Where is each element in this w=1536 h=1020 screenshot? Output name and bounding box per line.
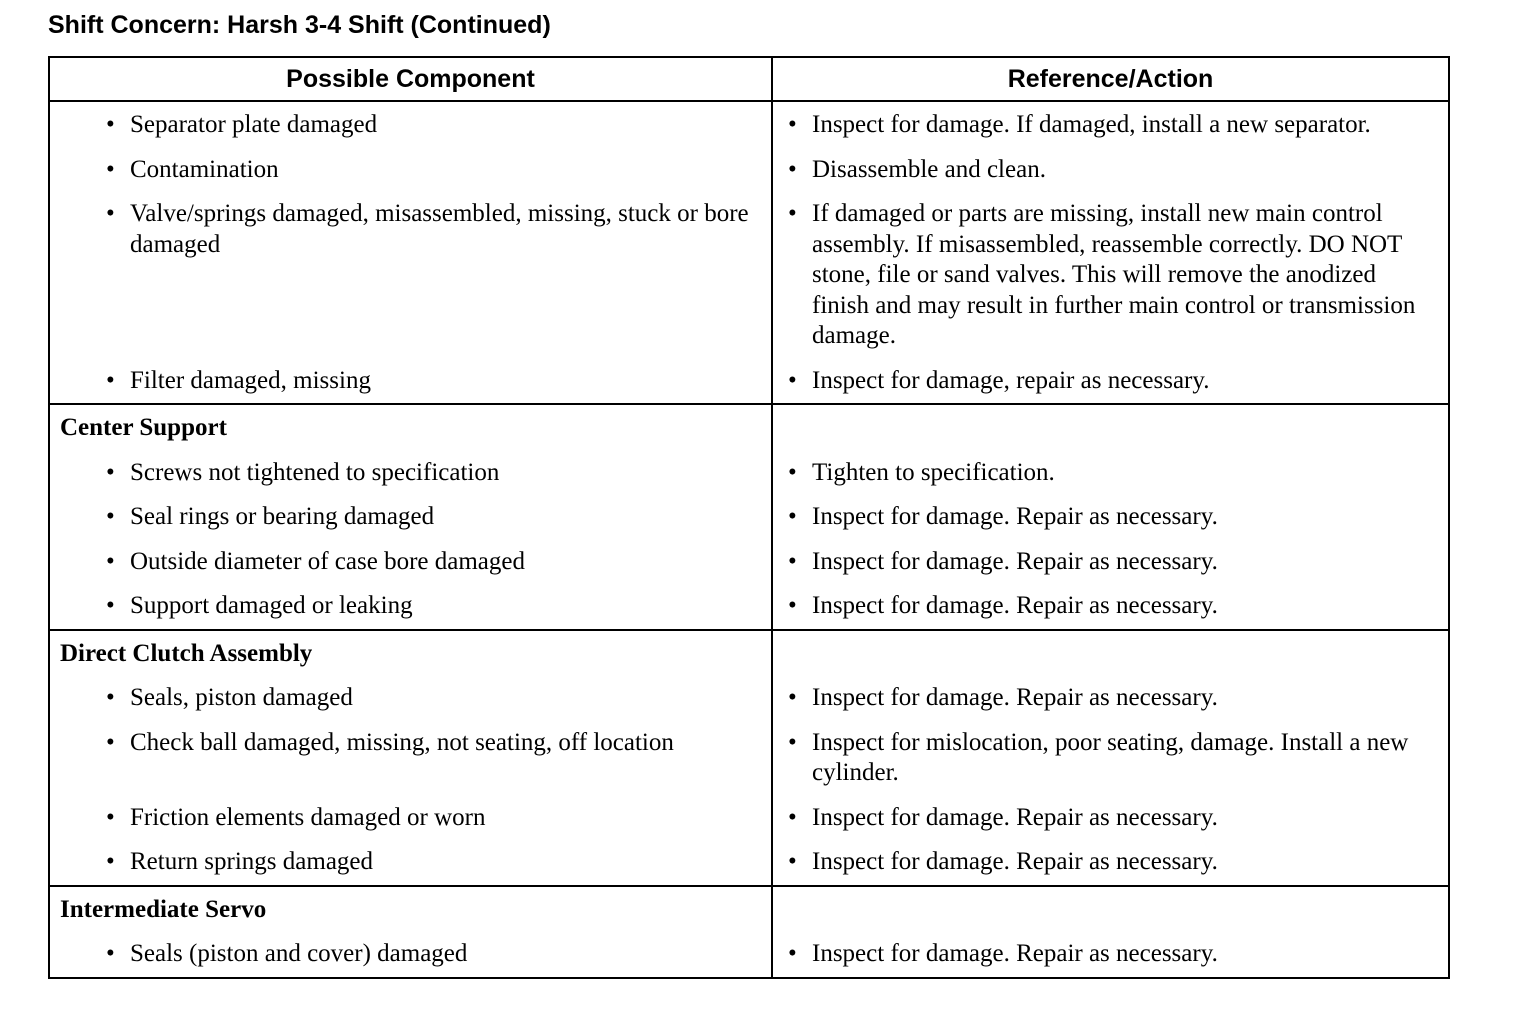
action-item: • Inspect for damage. Repair as necessary. bbox=[773, 683, 1448, 714]
table-row bbox=[49, 141, 1449, 186]
bullet-icon: • bbox=[788, 155, 797, 183]
bullet-icon: • bbox=[788, 503, 797, 530]
table-header-row bbox=[49, 57, 1449, 101]
group-title-center-support: Center Support bbox=[60, 414, 227, 441]
bullet-icon: • bbox=[788, 366, 797, 394]
action-item: • Inspect for damage. Repair as necessary. bbox=[773, 591, 1448, 622]
bullet-icon: • bbox=[106, 366, 115, 394]
component-item: • Filter damaged, missing bbox=[50, 366, 771, 397]
table-row bbox=[49, 669, 1449, 714]
bullet-icon: • bbox=[106, 803, 115, 831]
action-item: • If damaged or parts are missing, install new main control assembly. If misassembled, reassemble correctly. DO NOT stone, file or sand valves. This will remove the anodized finish and may result in further main control or transmission damage. bbox=[788, 200, 1416, 349]
bullet-icon: • bbox=[788, 940, 797, 967]
table-row bbox=[49, 577, 1449, 630]
table-row bbox=[49, 925, 1449, 978]
action-item: • Inspect for damage. Repair as necessary. bbox=[773, 803, 1448, 834]
table-row bbox=[49, 833, 1449, 886]
diagnosis-table bbox=[48, 56, 1450, 979]
table-row bbox=[49, 789, 1449, 834]
bullet-icon: • bbox=[788, 592, 797, 619]
bullet-icon: • bbox=[788, 458, 797, 486]
group-header-row bbox=[49, 404, 1449, 444]
bullet-icon: • bbox=[106, 684, 115, 711]
table-row bbox=[49, 444, 1449, 489]
group-title-intermediate-servo: Intermediate Servo bbox=[60, 895, 267, 923]
header-reference-action: Reference/Action bbox=[772, 57, 1449, 101]
bullet-icon: • bbox=[788, 200, 797, 227]
table-row bbox=[49, 352, 1449, 405]
table-row bbox=[49, 101, 1449, 141]
header-possible-component: Possible Component bbox=[49, 57, 772, 101]
component-item: • Friction elements damaged or worn bbox=[50, 803, 771, 834]
component-item: • Check ball damaged, missing, not seating, off location bbox=[50, 728, 771, 759]
group-header-row bbox=[49, 630, 1449, 670]
bullet-icon: • bbox=[788, 684, 797, 711]
component-item: • Separator plate damaged bbox=[50, 110, 771, 141]
bullet-icon: • bbox=[106, 848, 115, 875]
component-item: • Valve/springs damaged, misassembled, missing, stuck or bore damaged bbox=[106, 200, 749, 258]
action-item: • Inspect for damage, repair as necessary. bbox=[773, 366, 1448, 397]
action-item: • Inspect for damage. Repair as necessary. bbox=[773, 547, 1448, 578]
component-item: • Seals (piston and cover) damaged bbox=[50, 939, 771, 970]
action-item: • Tighten to specification. bbox=[773, 458, 1448, 489]
table-row bbox=[49, 533, 1449, 578]
component-item: • Outside diameter of case bore damaged bbox=[50, 547, 771, 578]
bullet-icon: • bbox=[788, 547, 797, 575]
bullet-icon: • bbox=[106, 503, 115, 530]
action-item: • Inspect for damage. Repair as necessary. bbox=[773, 502, 1448, 533]
action-item: • Disassemble and clean. bbox=[773, 155, 1448, 186]
bullet-icon: • bbox=[106, 547, 115, 575]
component-item: • Support damaged or leaking bbox=[50, 591, 771, 622]
action-item: • Inspect for damage. Repair as necessary. bbox=[773, 939, 1448, 970]
action-item: • Inspect for damage. If damaged, install a new separator. bbox=[773, 110, 1448, 141]
component-item: • Seal rings or bearing damaged bbox=[50, 502, 771, 533]
bullet-icon: • bbox=[788, 111, 797, 138]
component-item: • Return springs damaged bbox=[50, 847, 771, 878]
bullet-icon: • bbox=[788, 803, 797, 831]
bullet-icon: • bbox=[106, 592, 115, 619]
bullet-icon: • bbox=[106, 458, 115, 486]
action-item: • Inspect for damage. Repair as necessary. bbox=[773, 847, 1448, 878]
bullet-icon: • bbox=[788, 728, 797, 756]
table-row bbox=[49, 488, 1449, 533]
bullet-icon: • bbox=[106, 155, 115, 183]
page-title: Shift Concern: Harsh 3-4 Shift (Continued) bbox=[48, 11, 551, 39]
table-row bbox=[49, 185, 1449, 352]
table-row bbox=[49, 714, 1449, 789]
bullet-icon: • bbox=[106, 111, 115, 138]
bullet-icon: • bbox=[106, 940, 115, 967]
group-title-direct-clutch-assembly: Direct Clutch Assembly bbox=[60, 639, 313, 667]
component-item: • Seals, piston damaged bbox=[50, 683, 771, 714]
group-header-row bbox=[49, 886, 1449, 926]
bullet-icon: • bbox=[106, 200, 115, 227]
bullet-icon: • bbox=[106, 728, 115, 756]
bullet-icon: • bbox=[788, 848, 797, 875]
component-item: • Contamination bbox=[50, 155, 771, 186]
action-item: • Inspect for mislocation, poor seating, damage. Install a new cylinder. bbox=[788, 728, 1409, 786]
component-item: • Screws not tightened to specification bbox=[50, 458, 771, 489]
